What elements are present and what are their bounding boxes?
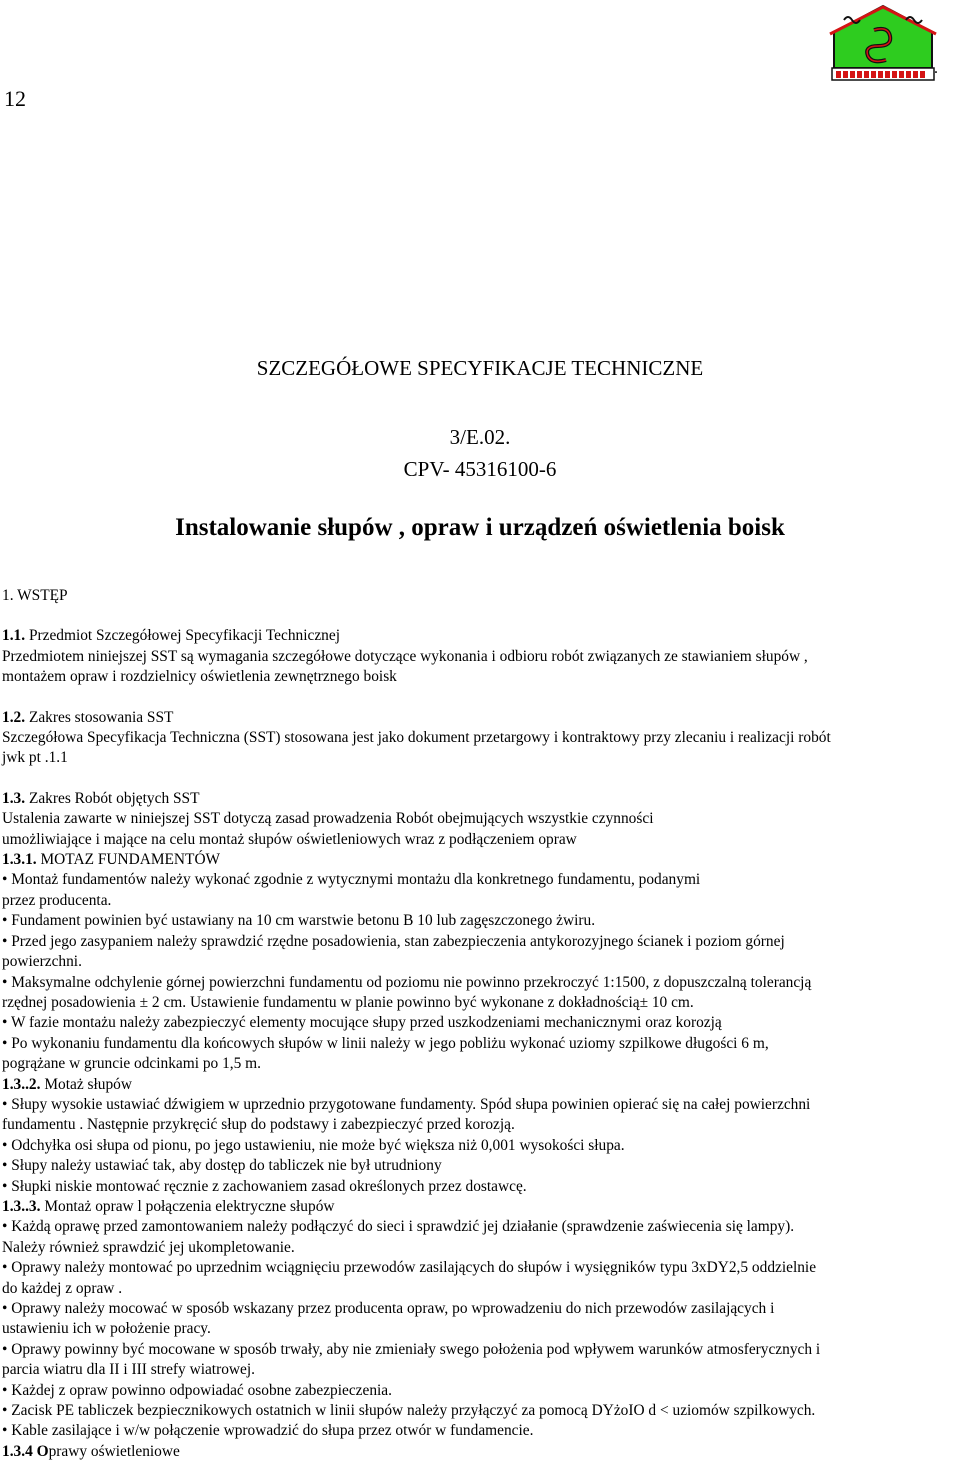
list-item: • Oprawy powinny być mocowane w sposób trwały, aby nie zmieniały swego położenia pod wpływem warunków atmosferycznych i xyxy=(2,1340,821,1358)
list-item: • Każdej z opraw powinno odpowiadać osobne zabezpieczenia. xyxy=(2,1381,392,1399)
list-item: rzędnej posadowienia ± 2 cm. Ustawienie fundamentu w planie powinno być wykonane z dokładnością± 10 cm. xyxy=(2,993,694,1011)
cpv-code: CPV- 45316100-6 xyxy=(403,457,557,481)
logo-dot: . xyxy=(934,60,938,77)
list-item: • Odchyłka osi słupa od pionu, po jego ustawieniu, nie może być większa niż 0,001 wysokości słupa. xyxy=(2,1136,625,1154)
document-title: SZCZEGÓŁOWE SPECYFIKACJE TECHNICZNE xyxy=(256,356,704,380)
section-1-1-text: montażem opraw i rozdzielnicy oświetlenia zewnętrznego boisk xyxy=(2,668,397,686)
list-item: • Po wykonaniu fundamentu dla końcowych słupów w linii należy w jego pobliżu wykonać uziomy szpilkowe długości 6 m, xyxy=(2,1034,769,1052)
list-item: parcia wiatru dla II i III strefy wiatrowej. xyxy=(2,1361,255,1379)
section-1-2-heading: 1.2. Zakres stosowania SST xyxy=(2,708,174,726)
section-1-1-text: Przedmiotem niniejszej SST są wymagania szczegółowe dotyczące wykonania i odbioru robót związanych ze stawianiem słupów , xyxy=(2,647,808,665)
section-1-1-heading: 1.1. Przedmiot Szczegółowej Specyfikacji Technicznej xyxy=(2,627,340,645)
list-item: przez producenta. xyxy=(2,891,112,909)
list-item: ustawieniu ich w położenie pracy. xyxy=(2,1320,211,1338)
list-item: • Oprawy należy montować po uprzednim wciągnięciu przewodów zasilających do słupów i wysięgników typu 3xDY2,5 oddzielnie xyxy=(2,1259,817,1277)
list-item: Należy również sprawdzić jej ukompletowanie. xyxy=(2,1238,295,1256)
section-1-3-3-heading: 1.3..3. Montaż opraw l połączenia elektryczne słupów xyxy=(2,1197,335,1215)
organization-logo xyxy=(826,4,940,82)
list-item: • Oprawy należy mocować w sposób wskazany przez producenta opraw, po wprowadzeniu do nich przewodów zasilających i xyxy=(2,1300,775,1317)
section-1-3-heading: 1.3. Zakres Robót objętych SST xyxy=(2,789,200,807)
document-subject: Instalowanie słupów , opraw i urządzeń oświetlenia boisk xyxy=(175,514,785,541)
list-item: • Kable zasilające i w/w połączenie wprowadzić do słupa przez otwór w fundamencie. xyxy=(2,1422,534,1440)
document-body xyxy=(2,586,958,1462)
page-number: 12 xyxy=(4,86,26,111)
section-1-3-2-heading: 1.3..2. Motaż słupów xyxy=(2,1075,132,1093)
section-1-3-text: Ustalenia zawarte w niniejszej SST dotyczą zasad prowadzenia Robót obejmujących wszystkie czynności xyxy=(2,810,654,828)
section-1-3-4-heading: 1.3.4 Oprawy oświetleniowe xyxy=(2,1442,180,1460)
logo-emblem-icon xyxy=(826,4,940,82)
list-item: • Słupki niskie montować ręcznie z zachowaniem zasad określonych przez dostawcę. xyxy=(2,1177,527,1195)
section-1-3-text: umożliwiające i mające na celu montaż słupów oświetleniowych wraz z podłączeniem opraw xyxy=(2,830,577,848)
spec-code: 3/E.02. xyxy=(449,425,511,449)
list-item: • Zacisk PE tabliczek bezpiecznikowych ostatnich w linii słupów należy przyłączyć za pomocą DYżoIO d < uziomów szpilkowych. xyxy=(2,1402,816,1420)
list-item: • Fundament powinien być ustawiany na 10 cm warstwie betonu B 10 lub zagęszczonego żwiru. xyxy=(2,912,596,930)
list-item: pogrążane w gruncie odcinkami po 1,5 m. xyxy=(2,1055,261,1073)
section-1-2-text: jwk pt .1.1 xyxy=(2,749,68,767)
list-item: • Słupy należy ustawiać tak, aby dostęp do tabliczek nie był utrudniony xyxy=(2,1157,442,1175)
section-wstep-heading: 1. WSTĘP xyxy=(2,587,68,604)
list-item: fundamentu . Następnie przykręcić słup do podstawy i zabezpieczyć przed korozją. xyxy=(2,1116,515,1134)
section-1-3-1-heading: 1.3.1. MOTAZ FUNDAMENTÓW xyxy=(2,851,221,869)
section-1-2-text: Szczegółowa Specyfikacja Techniczna (SST) stosowana jest jako dokument przetargowy i kontraktowy przy zlecaniu i realizacji robót xyxy=(2,729,831,747)
list-item: • Przed jego zasypaniem należy sprawdzić rzędne posadowienia, stan zabezpieczenia antykorozyjnego ścianek i poziom górnej xyxy=(2,932,785,950)
list-item: • Montaż fundamentów należy wykonać zgodnie z wytycznymi montażu dla konkretnego fundamentu, podanymi xyxy=(2,871,701,889)
list-item: powierzchni. xyxy=(2,953,82,971)
list-item: • Słupy wysokie ustawiać dźwigiem w uprzednio przygotowane fundamenty. Spód słupa powinien opierać się na całej powierzchni xyxy=(2,1095,811,1113)
list-item: • W fazie montażu należy zabezpieczyć elementy mocujące słupy przed uszkodzeniami mechanicznymi oraz korozją xyxy=(2,1014,722,1032)
list-item: do każdej z opraw . xyxy=(2,1279,123,1297)
list-item: • Każdą oprawę przed zamontowaniem należy podłączyć do sieci i sprawdzić jej działanie (sprawdzenie zaświecenia się lampy). xyxy=(2,1218,795,1236)
list-item: • Maksymalne odchylenie górnej powierzchni fundamentu od poziomu nie powinno przekroczyć 1:1500, z dopuszczalną tolerancją xyxy=(2,973,812,991)
